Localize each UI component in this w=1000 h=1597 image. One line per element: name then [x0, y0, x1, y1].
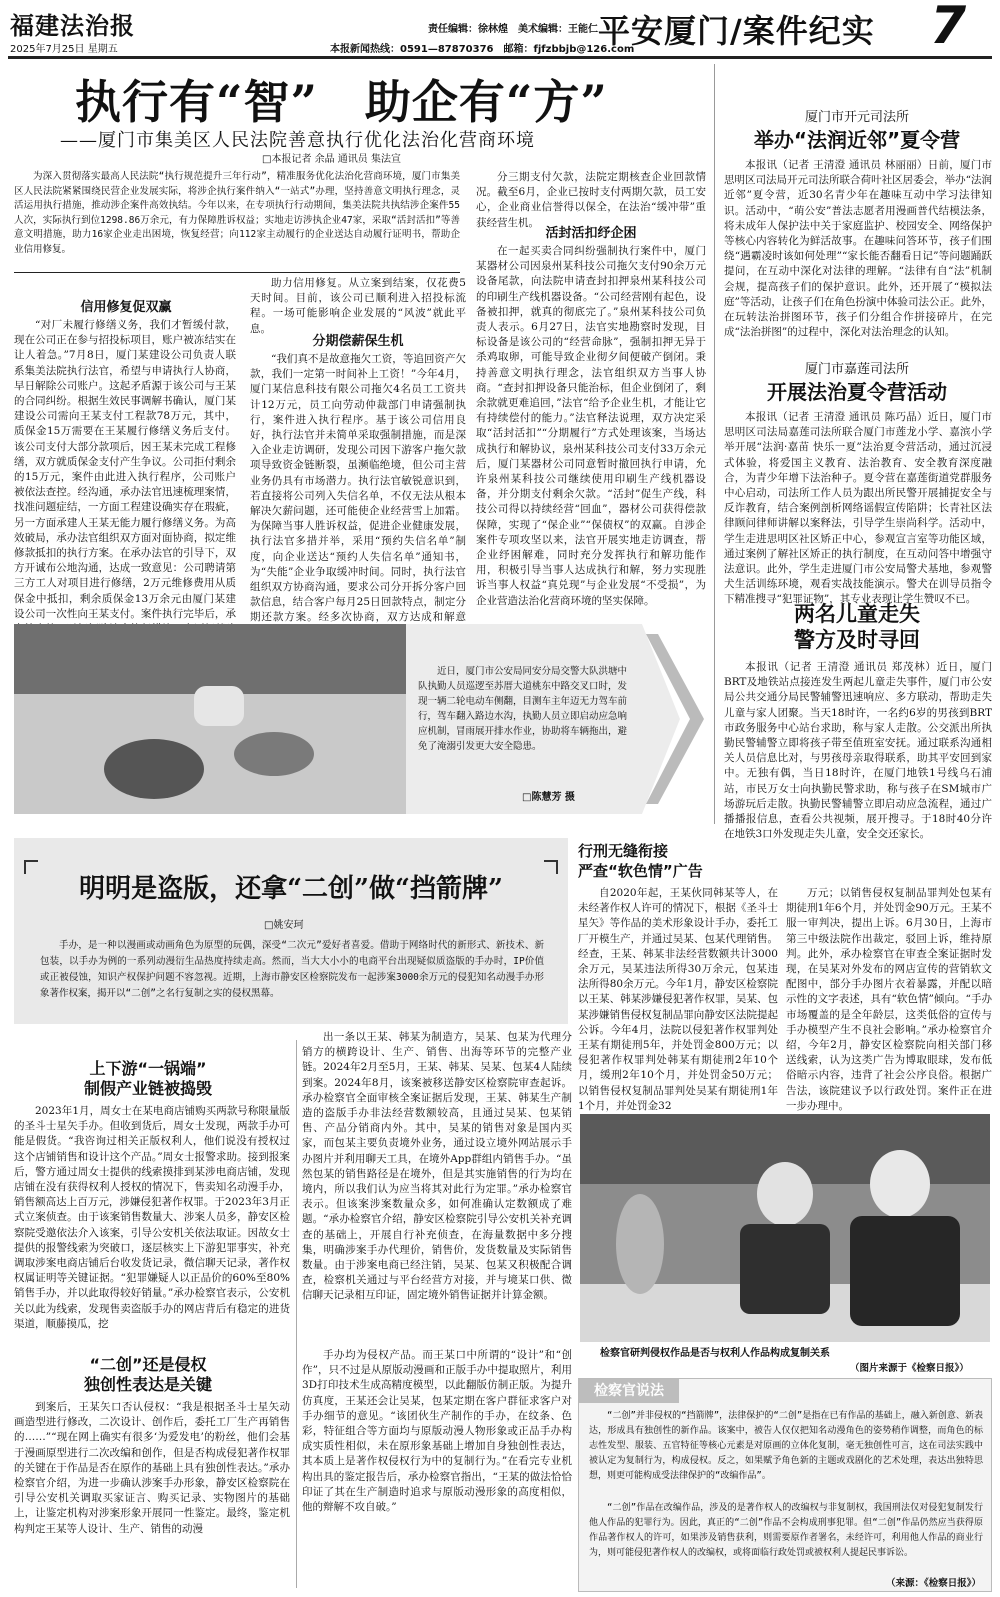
feature-colB-text2: 手办均为侵权产品。而王某口中所谓的“设计”和“创作”，只不过是从原版动漫画和正版手办中提取照片，利用3D打印技术生成高精度模型，以此翻版仿制正版。为提升仿真度，王某还会让吴某，包某定期在客户群征求客户对手办细节的意见。“该团伙生产制作的手办，在纹条、色彩，特征组合等方面均与原版动漫人物形象或正品手办构成实质性相似，未在原形象基础上增加自身独创性表达，其本质上是著作权侵权行为中的复制行为。”在看完专业机构出具的鉴定报告后，承办检察官指出，“王某的做法恰恰印证了其在生产制造时追求与原版动漫形象的高度相似，他的辩解不攻自破。” — [302, 1349, 572, 1514]
feature-sub3-line2: 严查“软色情”广告 — [578, 862, 703, 880]
right3-title-line1: 两名儿童走失 — [794, 601, 920, 626]
lead-col2-text: 助力信用修复。从立案到结案，仅花费5天时间。目前，该公司已顺利进入招投标流程。一场可能影响企业发展的“风波”就此平息。 — [250, 277, 466, 335]
photo2-caption: 检察官研判侵权作品是否与权利人作品构成复制关系 — [600, 1348, 830, 1359]
right1-kicker: 厦门市开元司法所 — [804, 110, 909, 125]
prosecutor-box-text1: “二创”并非侵权的“挡箭牌”，法律保护的“二创”是指在已有作品的基础上，融入新创意、新表达，形成具有独创性的新作品。该案中，被告人仅仅把知名动漫角色的姿势稍作调整，而角色的标志性发型、服装、五官特征等核心元素是对原画的立体化复制，毫无独创性可言，这在司法实践中被认定为复制行为，构成侵权。反之，如果赋予角色新的主题或戏剧化的艺术处理，表达出独特思想，则更可能构成受法律保护的“改编作品”。 — [589, 1411, 983, 1481]
masthead-rule — [8, 56, 992, 59]
feature-corner-tl — [24, 860, 38, 874]
right1-text: 本报讯（记者 王清澄 通讯员 林丽丽）日前，厦门市思明区司法局开元司法所联合荷叶社区居委会，举办“法润近邻”夏令营，近30名青少年在趣味互动中学习法律知识。活动中，“萌公安”普法志愿者用漫画普代结模法条，将未成年人保护法中关于家庭监护、校园安全、网络保护等核心内容转化为鲜活故事。在趣味问答环节，孩子们围绕“遇霸凌时该如何处理”“家长能否翻看日记”等问题踊跃提问，在互动中深化对法律的理解。“法律有自“法”机制会规，提高孩子们的保护意识。此外，还开展了“模拟法庭”等活动，让孩子们在角色扮演中体验司法公正。此外，在玩转法治拼图环节，孩子们分组合作拼接碎片，在完成“法治拼图”的过程中，深化对法治理念的认知。 — [724, 159, 992, 339]
right2-text: 本报讯（记者 王清澄 通讯员 陈巧晶）近日，厦门市思明区司法局嘉莲司法所联合厦门市莲龙小学、嘉滨小学举开展“法润·嘉苗 快乐一夏”法治夏令营活动，通过沉浸式体验，将爱国主义教育、法治教育、安全教育深度融合，为青少年增下法治种子。夏令营在嘉莲街道党群服务中心启动，司法所工作人员为跟出所民警开展捕捉安全与反诈教育，结合案例剖析网络谣假宣传陷阱；长青社区法律顾问律师讲解以案释法，引导学生崇尚科学。活动中，学生走进思明区社区矫正中心，参观宣言室等功能区域，通过案例了解社区矫正的执行制度，在互动问答中增强守法意识。此外，学生走进厦门市公安局警犬基地，参观警犬生活训练环境，观看实战技能演示。警犬在训导员指令下精准搜寻“犯罪证物”，其专业表现让学生赞叹不已。 — [724, 411, 992, 606]
photo1-band — [14, 624, 714, 814]
feature-col-divider — [296, 1040, 297, 1588]
masthead — [0, 0, 1000, 58]
lead-subtitle: ——厦门市集美区人民法院善意执行优化法治化营商环境 — [60, 130, 535, 151]
right2-kicker: 厦门市嘉莲司法所 — [804, 362, 909, 377]
photo2-credit: （图片来源于《检察日报》） — [850, 1363, 969, 1374]
feature-intro: 手办，是一种以漫画或动画角色为原型的玩偶，深受“二次元”爱好者喜爱。借助于网络时代的新形式、新技术、新包装，以手办为例的一系列动漫衍生品热度持续走高。然而，当大大小小的电商平台出现疑似质盗版的手办时，IP价值或正被侵蚀，知识产权保护问题不容忽视。近期，上海市静安区检察院发布一起涉案3000余万元的侵犯知名动漫手办形象著作权案，揭开以“二创”之名行复制之实的侵权黑幕。 — [40, 940, 544, 999]
lead-col1-heading: 信用修复促双赢 — [80, 300, 172, 315]
right-column-divider — [714, 64, 715, 824]
feature-colA-text: 2023年1月，周女士在某电商店铺购买两款号称限量版的圣斗士星矢手办。但收到货后，周女士发现，两款手办可能是假货。“我咨询过相关正版权利人，他们说没有授权过这个店铺销售和设计这个产品。”周女士报警求助。接到报案后，警方通过周女士提供的线索摸排到某涉电商店铺，发现店铺在没有获得权利人授权的情况下，售卖知名动漫手办，销售额高达上百万元，涉嫌侵犯著作权罪。于2023年3月正式立案侦查。由于该案销售数量大、涉案人员多，静安区检察院受邀依法介入该案，引导公安机关依法取证。因故女士提供的报警线索为突破口，逐层核实上下游犯罪事实，补充调取涉案电商店铺后台收发货记录，微信聊天记录，著作权权属证明等关键证据。“犯罪嫌疑人以正品价的60%至80%销售手办，并以此取得较好销量。”承办检察官表示，公安机关以此为线索，发现售卖盗版手办的网店背后有稳定的进货渠道，顺藤摸瓜，挖 — [14, 1105, 290, 1330]
feature-colA-text2: 到案后，王某矢口否认侵权：“我是根据圣斗士星矢动画造型进行修改，二次设计、创作后，委托工厂生产再销售的……”“现在网上确实有很多‘为爱发电’的粉丝，他们会基于漫画原型进行二次改编和创作，但是否构成侵犯著作权罪的关键在于作品是否在原作的基础上具有独创性表达。”承办检察官介绍，为进一步确认涉案手办形象，静安区检察院在引导公安机关调取买家证言、购买记录、实物图片的基础上，让鉴定机构对涉案形象开展同一性鉴定。最终，鉴定机构判定王某等人设计、生产、销售的动漫 — [14, 1401, 290, 1535]
feature-colD-text: 万元；以销售侵权复制品罪判处包某有期徒刑1年6个月，并处罚金90万元。王某不服一审判决，提出上诉。6月30日，上海市第三中级法院作出裁定，驳回上诉，维持原判。此外，承办检察官在审查全案证据时发现，在吴某对外发布的网店宣传的营销软文配图中，部分手办图片衣着暴露，并配以暗示性的文字表述，具有“软色情”倾向。“手办市场覆盖的是全年龄层，这类低俗的宣传与手办模型产生不良社会影响。”承办检察官介绍，今年2月，静安区检察院向相关部门移送线索，认为这类广告为博取眼球，发布低俗暗示内容，违背了社会公序良俗。根据广告法，该院建议予以行政处罚。案件正在进一步办理中。 — [786, 887, 992, 1112]
lead-col3-text: 分三期支付欠款，法院定期核查企业回款情况。截至6月，企业已按时支付两期欠款，员工安心，企业商业信誉得以保全，在法治“缓冲带”重获经营生机。 — [476, 171, 706, 229]
prosecutor-box-text2: “二创”作品在改编作品，涉及的是著作权人的改编权与非复制权，我国刑法仅对侵犯复制发行他人作品的犯罪行为。因此，真正的“二创”作品不会构成刑事犯罪。但“二创”作品仍然应当获得原作品著作权人的许可，如果涉及销售获利，则需要原作者署名，未经许可，利用他人作品的商业行为，则可能侵犯著作权人的改编权，或将面临行政处罚或被权利人提起民事诉讼。 — [589, 1503, 983, 1558]
lead-title: 执行有“智” 助企有“方” — [75, 75, 608, 129]
feature-colB-text: 出一条以王某、韩某为制造方，吴某、包某为代理分销方的横跨设计、生产、销售、出海等环节的完整产业链。2024年2月至5月，王某、韩某、吴某、包某4人陆续到案。2024年8月，该案被移送静安区检察院审查起诉。承办检察官全面审核全案证据后发现，王某、韩某生产制造的盗版手办非法经营数额较高，且通过吴某、包某销售、产品分销商内外。其中，吴某的销售对象是国内买家，而包某主要负责境外业务，通过设立境外网站展示手办图片并利用聊天工具，在境外App群组内销售手办。“虽然包某的销售路径是在境外，但是其实施销售的行为均在境内，所以我们认为应当将其对此行为定罪。”承办检察官表示。但该案涉案数量众多，如何准确认定数额成了难题。“承办检察官介绍，静安区检察院引导公安机关补充调查的基础上，开展自行补充侦查，在海量数据中多分搜集，明确涉案手办代理价，销售价，发货数量及实际销售数量。由于涉案电商已经注销，吴某、包某又积极配合调查，检察机关通过与平台经营方对接，并与境某口供、微信聊天记录相互印证，固定境外销售证据并计算金额。 — [302, 1031, 572, 1302]
photo1-caption: 近日，厦门市公安局同安分局交警大队洪塘中队执勤人员巡逻至苏厝大道桃东中路交叉口时，发现一辆二轮电动车侧翻，目测车主年迈无力驾车前行，驾车翻入路边水沟，执勤人员立即启动应急响应机制，冒雨展开排水作业，协助将车辆拖出，避免了淹溺引发更大安全隐患。 — [418, 666, 628, 752]
lead-col1-text: “对厂未履行修缮义务，我们才暂缓付款，现在公司正在参与招投标项目，账户被冻结实在让人着急。”7月8日，厦门某建设公司负责人联系集美法院执行法官，希望与申请执行人协商，早日解除公司账户。这起矛盾源于该公司与王某的合同纠纷。根据生效民事调解书确认，厦门某建设公司需向王某支付工程款78万元，其中，质保金15万需要在王某履行修缮义务后支付。该公司支付大部分款项后，因王某未完成工程修缮，双方就质保金支付产生争议。公司拒付剩余的15万元，案件由此进入执行程序，公司账户被依法查控。经沟通，承办法官迅速梳理案情，找准问题症结，一方面工程建设确实存在瑕疵，另一方面承建人王某无能力履行修缮义务。为高效破局，承办法官组织双方面对面协商，拟定维修款抵扣的执行方案。在承办法官的引导下，双方开诚布公地沟通，达成一致意见：公司聘请第三方工人对项目进行修缮，2万元维修费用从质保金中抵扣，剩余质保金13万余元由厦门某建设公司一次性向王某支付。案件执行完毕后，承 — [14, 319, 236, 620]
lead-col2-text2: “我们真不是故意拖欠工资，等追回资产欠款，我们一定第一时间补上工资！”今年4月，厦门某信息科技有限公司拖欠4名员工工资共计12万元，员工向劳动仲裁部门申请强制执行，案件进入执行程序。基于该公司信用良好，执行法官并未简单采取强制措施，而是深入企业走访调研，发现公司因下游客户拖欠款项导致资金链断裂，虽濒临绝境，但公司主营业务仍具有市场潜力。执行法官敏锐意识到，若直接将公司列入失信名单，不仅无法从根本解决欠薪问题，还可能使企业经营雪上加霜。为保障当事人胜诉权益，促进企业健康发展，执行法官多措并举，采用“预约失信名单”制度，向企业送达“预约人失信名单”通知书，为“失能”企业争取缓冲时间。同时，执行法官组织双方协商沟通，要求公司分开拆分客户回款信息，结合客户每月25日回款特点，制定分期还款方案。经多次协商，双方达成和解意 — [250, 353, 466, 624]
lead-col3-heading: 活封活扣纾企困 — [545, 226, 637, 241]
feature-colC-text: 自2020年起，王某伙同韩某等人，在未经著作权人许可的情况下，根据《圣斗士星矢》等作品的美术形象设计手办，委托工厂开模生产，并通过吴某、包某代理销售。经查，王某、韩某非法经营数额共计3000余万元，吴某违法所得30万余元，包某违法所得80余万元。今年1月，静安区检察院以王某、韩某涉嫌侵犯著作权罪，吴某、包某涉嫌销售侵权复制品罪向静安区法院提起公诉。今年4月，法院以侵犯著作权罪判处王某有期徒刑5年，并处罚金800万元；以侵犯著作权罪判处韩某有期徒刑2年10个月，缓刑2年10个月，并处罚金50万元；以销售侵权复制品罪判处吴某有期徒刑1年1个月，并处罚金32 — [578, 887, 778, 1112]
lead-byline: □本报记者 余晶 通讯员 集法宣 — [262, 154, 401, 165]
prosecutor-box — [578, 1378, 992, 1592]
section-title: 平安厦门/案件纪实 — [598, 12, 875, 50]
paper-logo: 福建法治报 — [10, 11, 135, 40]
feature-byline: □姚安珂 — [264, 920, 304, 931]
lead-col2-heading: 分期偿薪保生机 — [312, 334, 404, 349]
right3-title-line2: 警方及时寻回 — [794, 627, 920, 652]
feature-header-box — [14, 838, 568, 1024]
photo2-image — [580, 1114, 990, 1342]
feature-sub2-line2: 独创性表达是关键 — [83, 1375, 212, 1394]
feature-sub2-line1: “二创”还是侵权 — [89, 1355, 207, 1374]
feature-sub1-line1: 上下游“一锅端” — [89, 1059, 207, 1078]
issue-date: 2025年7月25日 星期五 — [10, 44, 118, 55]
right3-text: 本报讯（记者 王清澄 通讯员 郑茂林）近日，厦门BRT及地铁站点接连发生两起儿童走失事件，厦门市公安局公共交通分局民警辅警迅速响应、多方联动，帮助走失儿童与家人团聚。当天18时许，一名约6岁的男孩到BRT市政务服务中心站台求助，称与家人走散。公交派出所执勤民警辅警立即将孩子带至值班室安抚。通过联系沟通相关人员信息比对，与男孩母亲取得联系，助其平安回到家中。无独有偶，当日18时许，在厦门地铁1号线乌石浦站，市民万女士向执勤民警求助，称与孩子在SM城市广场游玩后走散。执勤民警辅警立即启动应急流程，通过广播播报信息，查看公共视频，展开搜寻。于18时40分许在地铁3口外发现走失儿童，安全交还家长。 — [724, 661, 992, 841]
hotline-line: 本报新闻热线：0591—87870376 邮箱：fjfzbbjb@126.com — [330, 44, 635, 55]
editors-line: 责任编辑：徐林煌 美术编辑：王能仁 — [428, 24, 598, 35]
right2-title: 开展法治夏令营活动 — [767, 380, 947, 404]
feature-title: 明明是盗版，还拿“二创”做“挡箭牌” — [79, 874, 503, 904]
feature-corner-tr — [544, 860, 558, 874]
lead-col3-text2: 在一起买卖合同纠纷强制执行案件中，厦门某器材公司因泉州某科技公司拖欠支付90余万元设备尾款，向法院申请查封扣押泉州某科技公司的印刷生产线机器设备。“公司经营刚有起色，设备被扣押，就真的彻底完了。”泉州某科技公司负责人表示。6月27日，法官实地勘察时发现，目标设备是该公司的“经营命脉”，强制扣押无异于杀鸡取卵，可能导致企业彻夕间便破产倒闭。秉持善意文明执行理念，法官组织双方当事人协商。“查封扣押设备只能治标，但企业倒闭了，剩余款就更难追回，”法官“给予企业生机，才能让它有持续偿付的能力。”法官释法说理，双方决定采取“活封活扣”“分期履行”方式处理该案，当场达成执行和解协议，泉州某科技公司支付33万余元后，厦门某器材公司同意暂时撤回执行申请，允许泉州某科技公司继续使用印刷生产线机器设备，并分期支付剩余欠款。“活封”促生产线，科技公司得以持续经营“回血”，器材公司获得偿款保障，实现了“保企业”“保债权”的双赢。自涉企案件专项攻坚以来，法官开展实地走访调查，帮企业纾困解难，同时充分发挥执行和解功能作用，积极引导当事人达成执行和解，努力实现胜诉当事人权益“真兑现”与企业发展“不受损”，为企业营造法治化营商环境的坚实保障。 — [476, 245, 706, 607]
photo1-credit: □陈慧芳 摄 — [522, 792, 575, 803]
right1-title: 举办“法润近邻”夏令营 — [753, 128, 961, 152]
prosecutor-box-source: （来源：《检察日报》） — [885, 1578, 981, 1589]
feature-sub3-line1: 行刑无缝衔接 — [578, 842, 669, 860]
lead-intro-divider — [14, 272, 460, 273]
prosecutor-box-heading: 检察官说法 — [579, 1379, 679, 1403]
page-number: 7 — [930, 0, 967, 56]
lead-intro: 为深入贯彻落实最高人民法院“执行规范提升三年行动”，精准服务优化法治化营商环境，厦门市集美区人民法院紧紧围绕民营企业发展实际，将涉企执行案件纳入“一站式”办理，坚持善意文明执行理念，灵活运用执行措施，推动涉企案件高效执结。今年以来，在专项执行行动期间，集美法院共执结涉企案件55人次，实际执行到位1298.86万余元，有力保障胜诉权益；实地走访涉执企业47家，采取“活封活扣”等善意文明措施，助力16家企业走出困境，恢复经营；向112家主动履行的企业送达自动履行证明书，帮助企业信用修复。 — [14, 171, 460, 255]
feature-sub1-line2: 制假产业链被捣毁 — [83, 1079, 212, 1098]
